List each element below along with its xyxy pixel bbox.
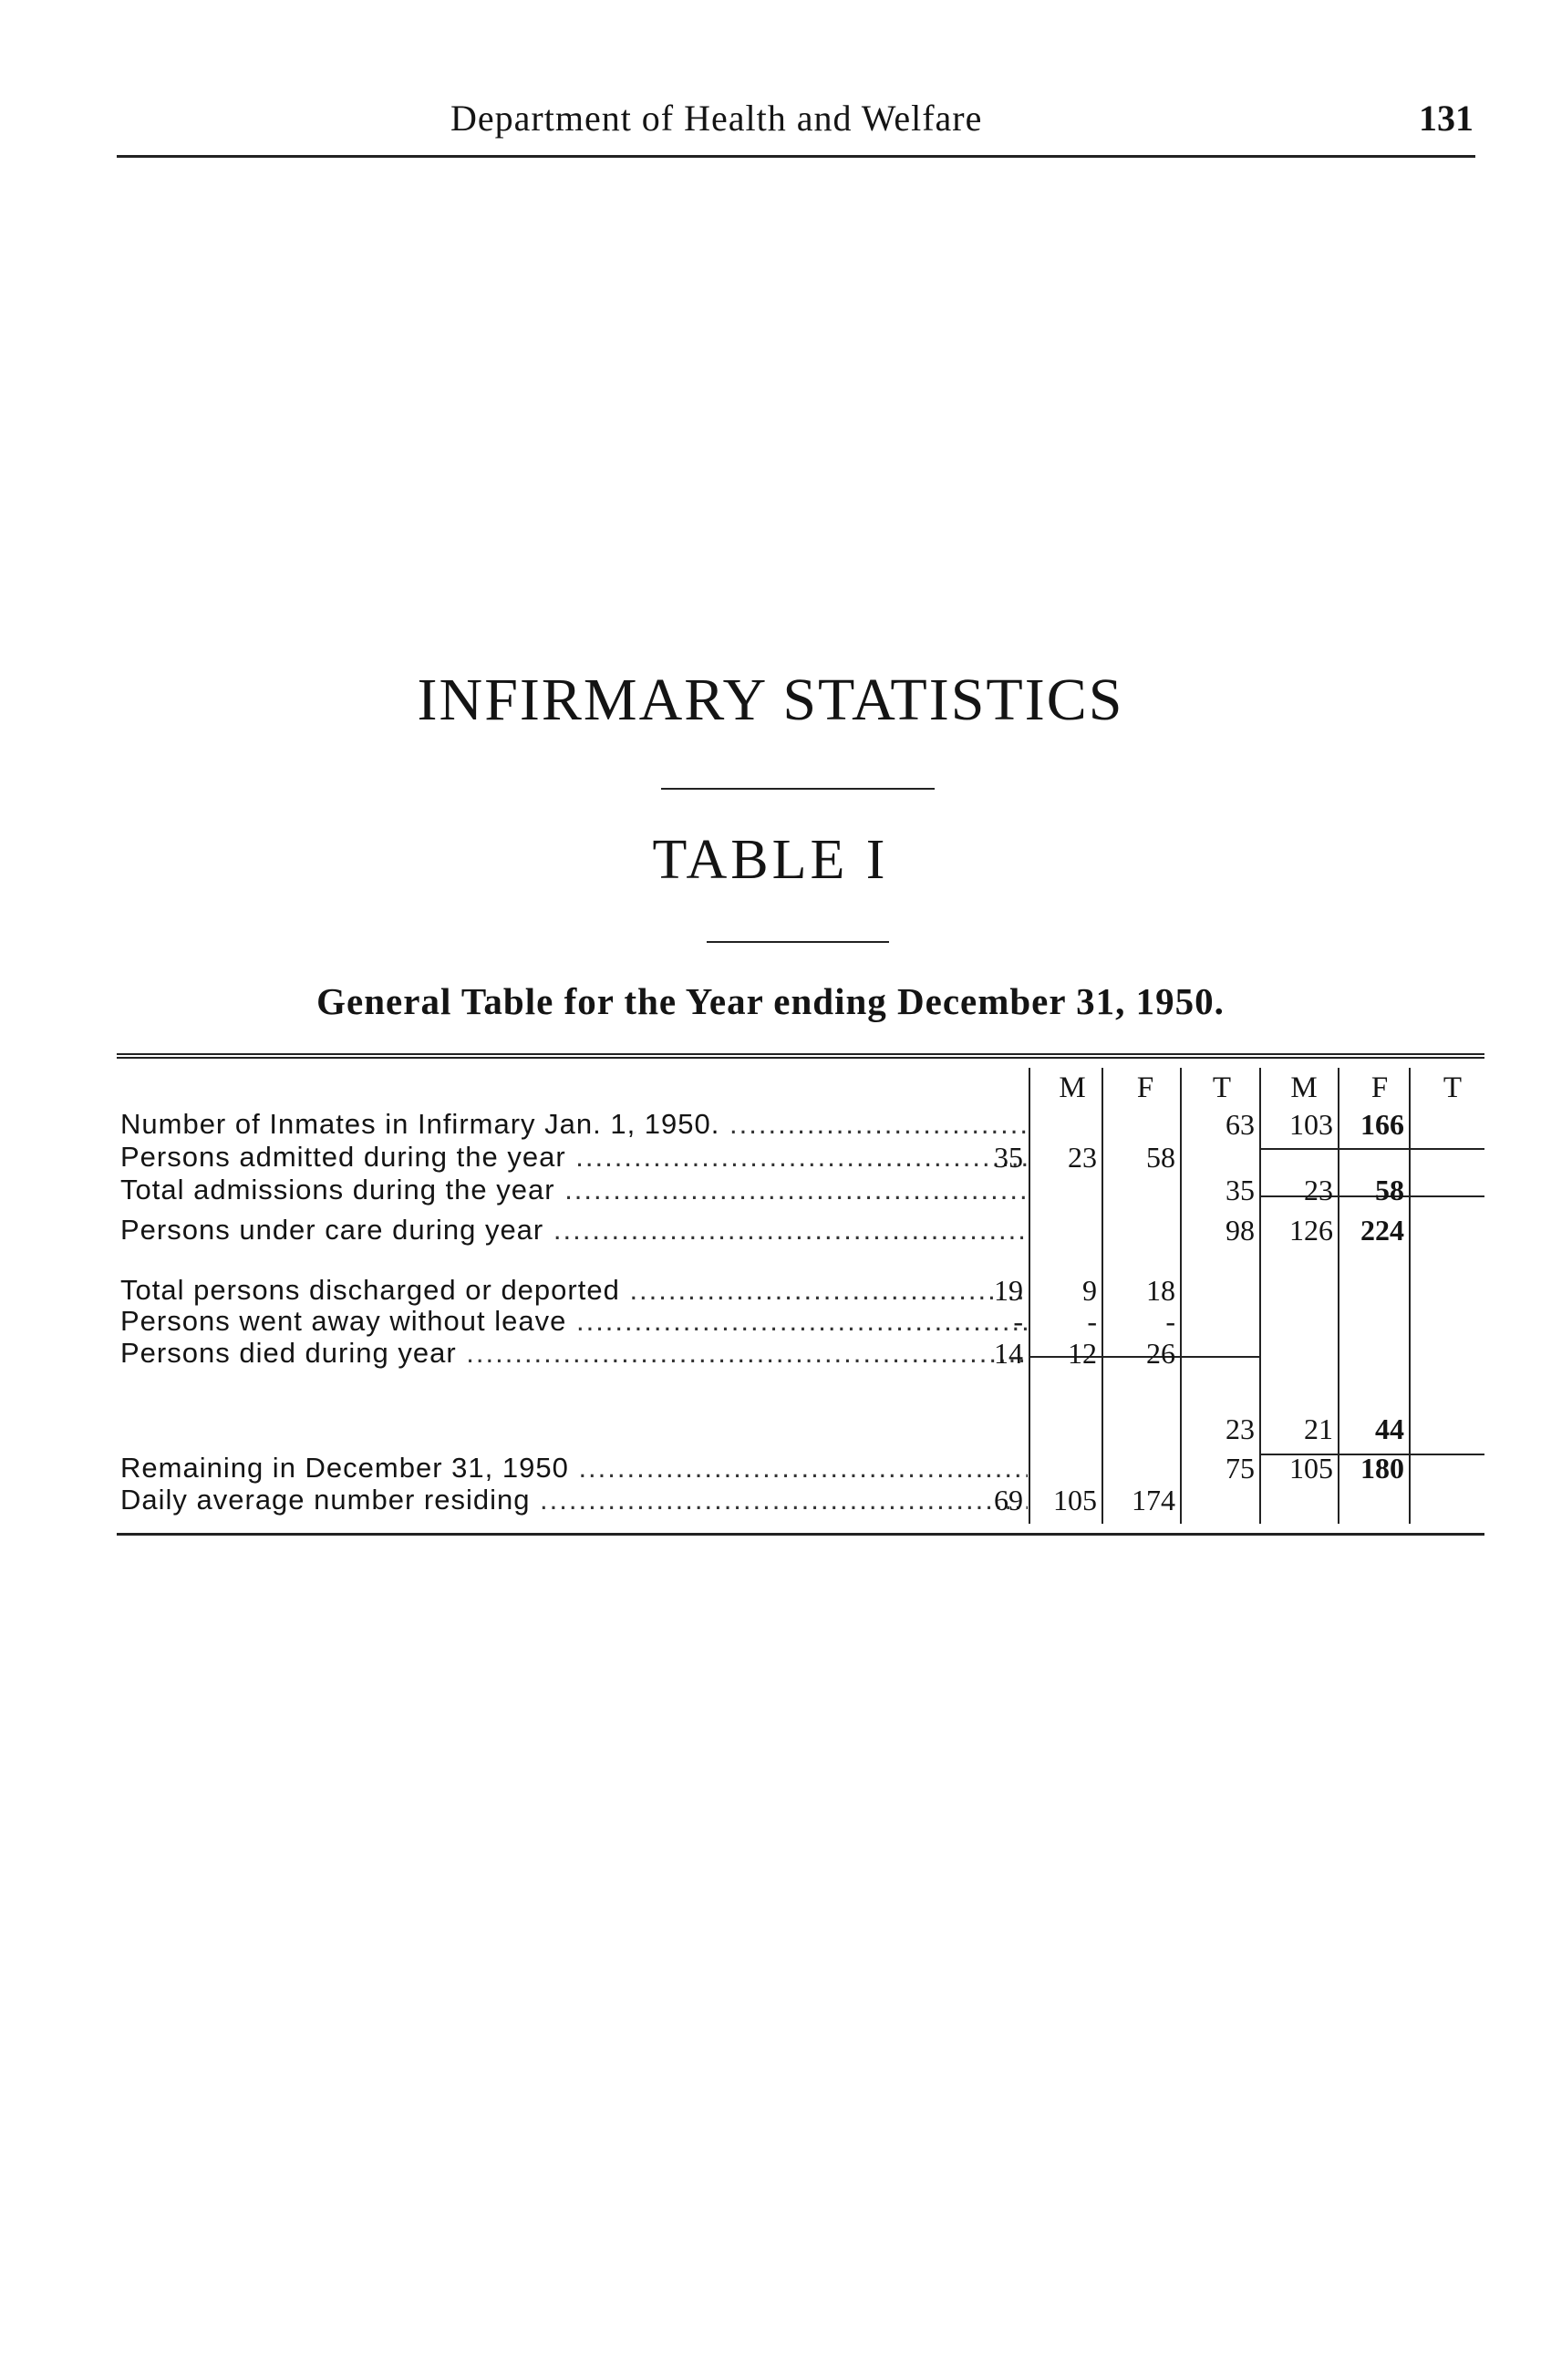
cell-t1: 18	[1146, 1274, 1175, 1307]
page-title: INFIRMARY STATISTICS	[417, 667, 1124, 733]
row-label: Persons admitted during the year .....	[120, 1141, 1028, 1174]
running-title: Department of Health and Welfare	[450, 98, 983, 139]
table-title-rule	[707, 941, 889, 943]
cell-f2: 103	[1289, 1108, 1333, 1141]
cell-m1: 69	[994, 1484, 1023, 1516]
row-label: Total admissions during the year .....	[120, 1174, 1028, 1206]
running-head	[117, 91, 1475, 158]
cell-m2: 98	[1226, 1214, 1255, 1247]
cell-f2: 105	[1289, 1452, 1333, 1485]
cell-t2: 166	[1360, 1108, 1404, 1141]
cell-f1: 23	[1068, 1141, 1097, 1174]
cell-f2: 126	[1289, 1214, 1333, 1247]
column-header-t1: T	[1212, 1071, 1232, 1104]
cell-t2: 58	[1375, 1174, 1404, 1206]
cell-t1: 58	[1146, 1141, 1175, 1174]
cell-m1: 14	[994, 1337, 1023, 1370]
row-label: Persons under care during year .....	[120, 1214, 1028, 1247]
cell-t1: 174	[1132, 1484, 1175, 1516]
subtotal-rule	[1259, 1148, 1484, 1150]
row-label: Number of Inmates in Infirmary Jan. 1, 1950. .....	[120, 1108, 1028, 1141]
column-header-f1: F	[1136, 1071, 1154, 1104]
cell-f1: 105	[1053, 1484, 1097, 1516]
column-header-m1: M	[1059, 1071, 1086, 1104]
table-subtitle: General Table for the Year ending December 31, 1950.	[316, 980, 1225, 1022]
row-label: Total persons discharged or deported .....	[120, 1274, 1028, 1307]
cell-t1: 26	[1146, 1337, 1175, 1370]
row-label: Remaining in December 31, 1950 .....	[120, 1452, 1028, 1485]
page-number: 131	[1419, 98, 1474, 139]
cell-m2: 63	[1226, 1108, 1255, 1141]
title-rule	[661, 788, 935, 790]
cell-m1: 35	[994, 1141, 1023, 1174]
cell-m2: 75	[1226, 1452, 1255, 1485]
cell-t2: 224	[1360, 1214, 1404, 1247]
cell-f1: -	[1087, 1305, 1097, 1338]
cell-m2: 23	[1226, 1412, 1255, 1445]
cell-m1: 19	[994, 1274, 1023, 1307]
cell-f1: 12	[1068, 1337, 1097, 1370]
row-label: Persons died during year .....	[120, 1337, 1028, 1370]
cell-m2: 35	[1226, 1174, 1255, 1206]
column-header-t2: T	[1443, 1071, 1463, 1104]
row-label: Persons went away without leave .....	[120, 1305, 1028, 1338]
cell-f1: 9	[1082, 1274, 1097, 1307]
cell-m1: -	[1013, 1305, 1023, 1338]
cell-t2: 180	[1360, 1452, 1404, 1485]
cell-f2: 23	[1304, 1174, 1333, 1206]
cell-t2: 44	[1375, 1412, 1404, 1445]
column-header-m2: M	[1290, 1071, 1318, 1104]
cell-t1: -	[1165, 1305, 1175, 1338]
column-divider	[1409, 1068, 1411, 1524]
column-header-f2: F	[1370, 1071, 1389, 1104]
table-title: TABLE I	[652, 829, 889, 891]
statistics-table	[117, 1053, 1484, 1536]
row-label: Daily average number residing .....	[120, 1484, 1028, 1516]
cell-f2: 21	[1304, 1412, 1333, 1445]
